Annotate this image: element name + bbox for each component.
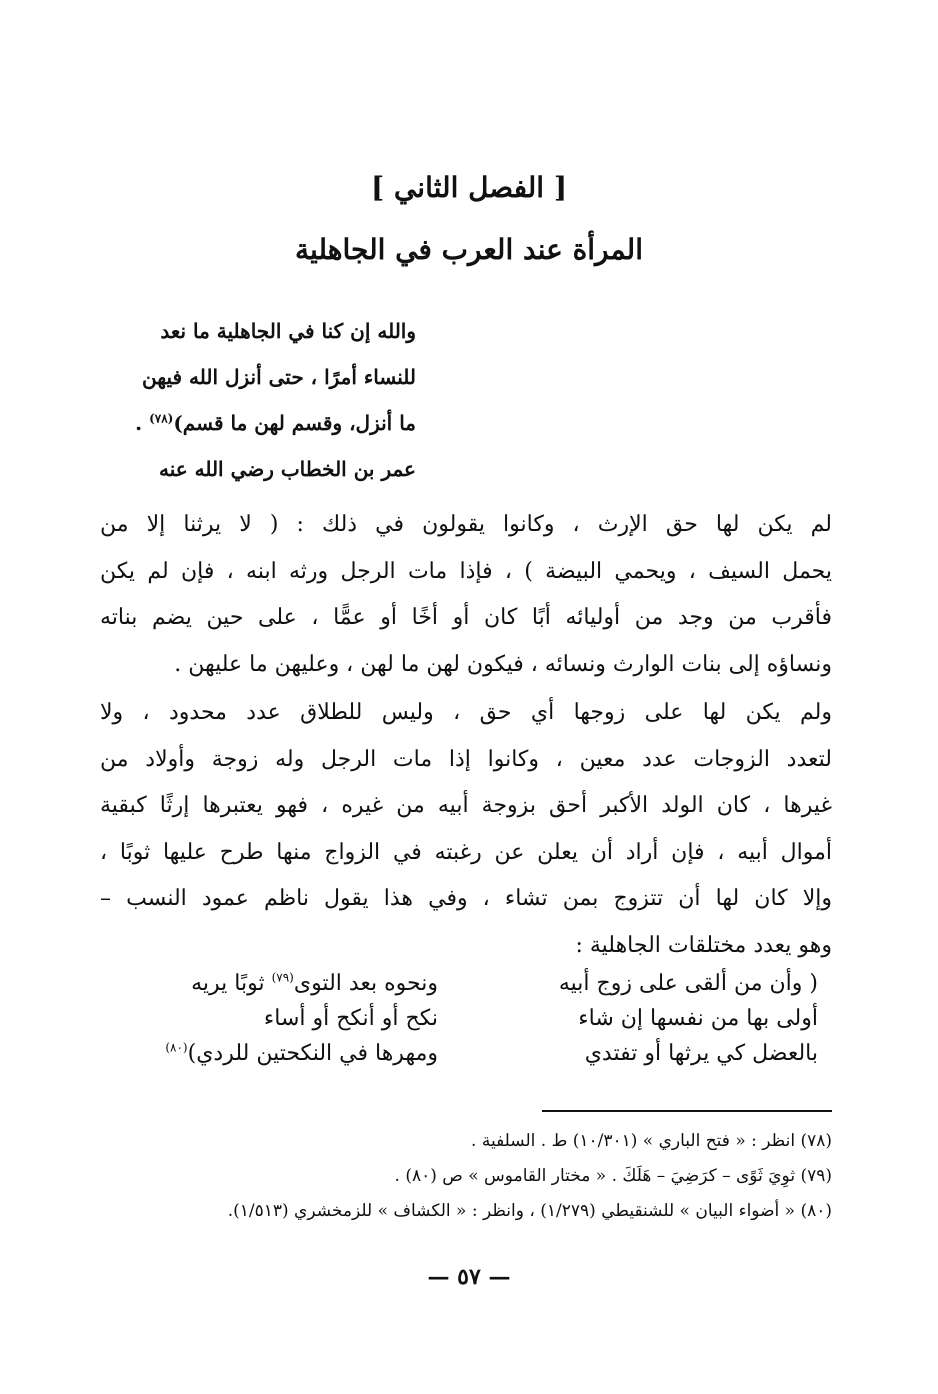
page-number: — ٥٧ —	[427, 1264, 511, 1290]
epigraph-line	[116, 400, 416, 446]
paragraph-line: فأقرب من وجد من أوليائه أبًا كان أو أخًا أو عمًّا ، على حين يضم بناته	[100, 605, 832, 630]
paragraph-line: ولم يكن لها على زوجها أي حق ، وليس للطلاق عدد محدود ، ولا	[100, 700, 832, 725]
verse-second-end: ثوبًا يريه	[191, 971, 272, 996]
paragraph-inheritance	[100, 502, 832, 688]
paragraph-line: ونساؤه إلى بنات الوارث ونسائه ، فيكون لهن ما لهن ، وعليهن ما عليهن .	[174, 651, 832, 677]
paragraph-line: أموال أبيه ، فإن أراد أن يعلن عن رغبته في الزواج منها طرح عليها ثوبًا ،	[100, 839, 832, 865]
epigraph-quote	[116, 308, 416, 492]
footnote-78: (٧٨) انظر : « فتح الباري » (١٠/٣٠١) ط . السلفية .	[471, 1131, 832, 1151]
verse-second-text: ومهرها في النكحتين للردي)	[187, 1041, 438, 1066]
poem-verses	[98, 966, 818, 1071]
footnote-79: (٧٩) ثوِيَ ثَوًى – كرَضِيَ – هَلَكَ . « مختار القاموس » ص (٨٠) .	[394, 1166, 832, 1186]
verse-first-hemistich: ( وأن من ألقى على زوج أبيه	[558, 971, 818, 996]
footnotes	[92, 1124, 832, 1229]
paragraph-line: لم يكن لها حق الإرث ، وكانوا يقولون في ذلك : ( لا يرثنا إلا من	[100, 512, 832, 537]
paragraph-line: لتعدد الزوجات عدد معين ، وكانوا إذا مات الرجل وله زوجة وأولاد من	[100, 746, 832, 772]
paragraph-marriage	[100, 690, 832, 969]
footnote-80: (٨٠) « أضواء البيان » للشنقيطي (١/٢٧٩) ، وانظر : « الكشاف » للزمخشري (١/٥١٣).	[227, 1201, 832, 1221]
epigraph-line: والله إن كنا في الجاهلية ما نعد	[160, 319, 416, 343]
chapter-title: المرأة عند العرب في الجاهلية	[294, 233, 643, 266]
paragraph-line: وهو يعدد مختلقات الجاهلية :	[575, 932, 832, 958]
poem-verse	[98, 1001, 818, 1036]
footnote-ref-78: (٧٨)	[149, 411, 174, 426]
chapter-number: [ الفصل الثاني ]	[370, 171, 568, 204]
paragraph-line: غيرها ، كان الولد الأكبر أحق بزوجة أبيه من غيره ، فهو يعتبرها إرثًا كبقية	[100, 793, 832, 818]
verse-first-hemistich: بالعضل كي يرثها أو تفتدي	[584, 1041, 818, 1066]
verse-second-hemistich	[98, 1036, 438, 1071]
footnote-ref-80: (٨٠)	[165, 1040, 188, 1055]
poem-verse	[98, 1036, 818, 1071]
verse-second-hemistich	[98, 966, 438, 1001]
footnote-separator	[542, 1110, 832, 1112]
verse-second-text: ونحوه بعد التوى	[293, 971, 438, 996]
verse-first-hemistich: أولى بها من نفسها إن شاء	[578, 1006, 818, 1031]
epigraph-line-end: .	[135, 411, 150, 435]
paragraph-line: وإلا كان لها أن تتزوج بمن تشاء ، وفي هذا يقول ناظم عمود النسب –	[100, 886, 832, 911]
footnote-ref-79: (٧٩)	[271, 970, 294, 985]
epigraph-attribution: عمر بن الخطاب رضي الله عنه	[158, 457, 416, 481]
verse-second-hemistich: نكح أو أنكح أو أساء	[263, 1006, 438, 1031]
paragraph-line: يحمل السيف ، ويحمي البيضة ) ، فإذا مات الرجل ورثه ابنه ، فإن لم يكن	[100, 558, 832, 584]
poem-verse	[98, 966, 818, 1001]
epigraph-line-text: ما أنزل، وقسم لهن ما قسم)	[173, 411, 416, 435]
epigraph-line: للنساء أمرًا ، حتى أنزل الله فيهن	[142, 365, 416, 389]
